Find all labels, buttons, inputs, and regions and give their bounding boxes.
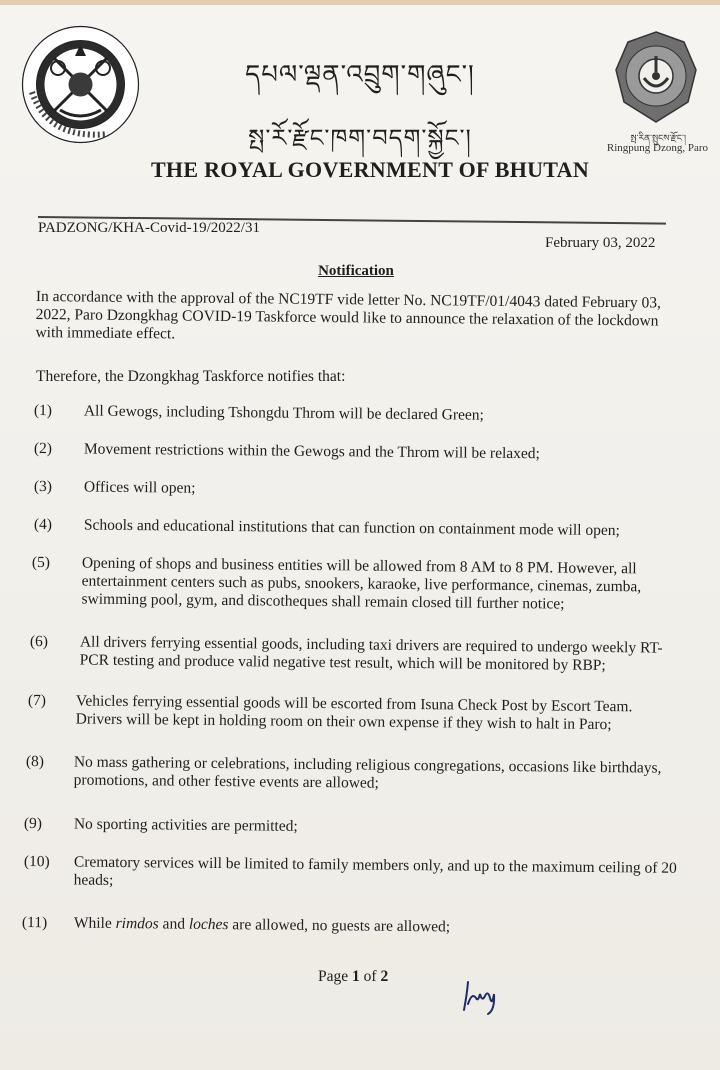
list-item: [23, 853, 684, 889]
item-text: Vehicles ferrying essential goods will be escorted from Isuna Check Post by Escort Team. Drivers will be kept in holding room on their own expense if they wish to halt in Paro;: [75, 692, 633, 734]
intro-paragraph: In accordance with the approval of the NC19TF vide letter No. NC19TF/01/4043 dated February 03, 2022, Paro Dzongkhag COVID-19 Taskforce would like to announce the relaxation of the lockdown with immediate effect.: [35, 288, 661, 343]
item-text: No sporting activities are permitted;: [73, 815, 298, 835]
list-item: [33, 478, 674, 497]
item-text-emphasis: loches: [188, 915, 229, 934]
item-number: (9): [23, 815, 43, 833]
item-text: Opening of shops and business entities will be allowed from 8 AM to 8 PM. However, all entertainment centers such as pubs, snookers, karaoke, live performance, cinemas, zumba, swimming pool, gym, and discotheques shall remain closed till further notice;: [81, 554, 642, 613]
list-item: [25, 753, 678, 792]
item-number: (7): [27, 692, 47, 710]
document-date: February 03, 2022: [545, 235, 656, 251]
seal-caption: Ringpung Dzong, Paro: [606, 142, 708, 154]
page-number: [318, 968, 388, 986]
reference-number: PADZONG/KHA-Covid-19/2022/31: [38, 220, 260, 236]
list-item: [33, 440, 674, 463]
dzongkhag-seal-icon: [614, 28, 698, 128]
lead-sentence: Therefore, the Dzongkhag Taskforce notifies that:: [36, 368, 346, 385]
item-text-part: While: [73, 914, 116, 932]
page-label: Page: [318, 968, 353, 985]
paper-edge: [0, 0, 720, 5]
item-text-part: and: [158, 915, 189, 933]
page-of: of: [359, 968, 381, 985]
item-number: (8): [25, 753, 45, 771]
list-item: [33, 516, 674, 540]
item-number: (4): [33, 516, 53, 534]
item-number: (3): [33, 478, 53, 496]
signature-icon: [458, 976, 514, 1016]
list-item: [29, 633, 678, 675]
list-item: [23, 815, 664, 835]
item-text: Schools and educational institutions that can function on containment mode will open;: [83, 516, 620, 540]
list-item: [31, 554, 678, 613]
item-text-emphasis: rimdos: [115, 914, 159, 933]
item-text: No mass gathering or celebrations, including religious congregations, occasions like birthdays, promotions, and other festive events are allowed;: [73, 753, 662, 792]
document-heading: Notification: [318, 263, 394, 279]
seal-caption-dzongkha: སྤ་རིན་སྤུངས་རྫོང་།: [630, 133, 686, 143]
item-text: Movement restrictions within the Gewogs and the Throm will be relaxed;: [83, 440, 540, 463]
list-item: [27, 692, 678, 734]
item-number: (11): [21, 914, 48, 932]
list-item: [33, 402, 674, 424]
item-number: (2): [33, 440, 53, 458]
item-text: All Gewogs, including Tshongdu Throm will be declared Green;: [83, 402, 484, 424]
government-title: THE ROYAL GOVERNMENT OF BHUTAN: [150, 157, 590, 182]
item-number: (1): [33, 402, 53, 420]
item-number: (6): [29, 633, 49, 651]
page-current: 1: [352, 968, 360, 985]
item-text: Crematory services will be limited to family members only, and up to the maximum ceiling of 20 heads;: [73, 853, 677, 889]
item-text: All drivers ferrying essential goods, including taxi drivers are required to undergo weekly RT-PCR testing and produce valid negative test result, which will be monitored by RBP;: [79, 633, 663, 675]
dzongkha-title-line-1: དཔལ་ལྡན་འབྲུག་གཞུང་།: [245, 60, 475, 90]
item-text-part: are allowed, no guests are allowed;: [228, 916, 451, 936]
page-total: 2: [380, 968, 389, 985]
item-text: Offices will open;: [83, 478, 196, 497]
item-number: (5): [31, 554, 51, 572]
item-text: [74, 915, 662, 939]
item-number: (10): [23, 853, 50, 871]
list-item: [21, 914, 662, 936]
dzongkha-title-line-2: སྤ་རོ་རྫོང་ཁག་བདག་སྐྱོང་།: [248, 124, 472, 152]
